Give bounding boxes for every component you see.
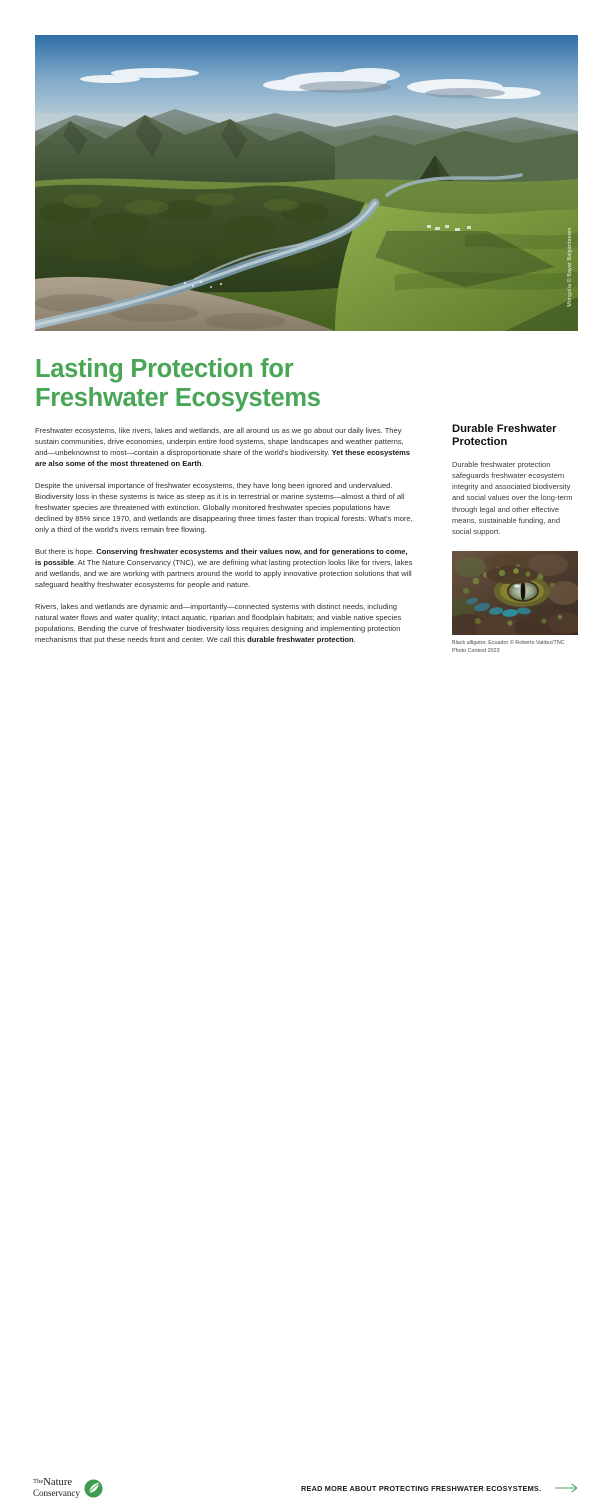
sidebar-photo-caption: Black alligator, Ecuador © Roberto Valdez/TNC Photo Contest 2023	[452, 640, 565, 654]
paragraph-emphasis: Conserving freshwater ecosystems and their values now, and for generations to come, is possible	[35, 546, 408, 567]
paragraph-emphasis: Yet these ecosystems are also some of the most threatened on Earth	[35, 448, 411, 469]
hero-photo-credit-text: Mongolia © Bayar Balgantseren	[567, 227, 573, 307]
paragraph-text: But there is hope.	[35, 546, 97, 556]
paragraph-emphasis: durable freshwater protection	[247, 635, 354, 644]
paragraph-tail: . At The Nature Conservancy (TNC), we are defining what lasting protection looks like for rivers, lakes and wetlands, and we are working with partners around the world to apply innovative protection solutions that will safeguard healthy freshwater ecosystems for people and nature.	[35, 557, 413, 590]
paragraph-tail: .	[353, 635, 356, 644]
body-paragraph	[35, 480, 413, 535]
tnc-logo-line-1	[33, 1478, 80, 1489]
sidebar-body-text: Durable freshwater protection safeguards freshwater ecosystem integrity and associated biodiversity and social values over the long-term through legal and other effective means, sustainable funding, and social support.	[452, 459, 573, 537]
paragraph-tail: .	[201, 459, 204, 469]
sidebar-definition-panel	[452, 423, 578, 655]
hero-illustration	[35, 35, 578, 331]
tnc-logo-wordmark	[33, 1478, 80, 1498]
hero-photo-credit	[565, 207, 575, 327]
paragraph-text: Rivers, lakes and wetlands are dynamic and—importantly—connected systems with distinct needs, including natural water flows and water quality; intact aquatic, riparian and floodplain habitats; and viable native species populations. Bending the curve of freshwater biodiversity loss requires designing and implementing protection mechanisms that put these needs front and center. We call this	[35, 601, 402, 644]
leaf-circle-icon	[84, 1479, 103, 1498]
page-title-line-2: Freshwater Ecosystems	[35, 383, 321, 412]
body-paragraph	[35, 546, 413, 590]
footer-cta-label: READ MORE ABOUT PROTECTING FRESHWATER ECOSYSTEMS.	[301, 1483, 542, 1493]
paragraph-text: Despite the universal importance of freshwater ecosystems, they have long been ignored and undervalued. Biodiversity loss in these systems is twice as steep as it is in terrestrial or marine systems—almost a third of all freshwater species are threatened with extinction. Globally monitored freshwater species populations have declined by 85% since 1970, and wetlands are disappearing three times faster than tropical forests. What's more, only a third of the world's rivers remain free flowing.	[35, 480, 413, 535]
tnc-logo-nature: Nature	[43, 1477, 73, 1488]
sidebar-photo	[452, 551, 578, 635]
arrow-right-icon[interactable]	[554, 1483, 580, 1493]
body-paragraph	[35, 425, 413, 469]
paragraph-text: Freshwater ecosystems, like rivers, lakes and wetlands, are all around us as we go about our daily lives. They sustain communities, drive economies, underpin entire food systems, shape landscapes and weather patterns, and—unbeknownst to most—contain a disproportionate share of the world's biodiversity.	[35, 426, 404, 458]
footer-cta[interactable]	[301, 1483, 580, 1493]
tnc-logo-the: The	[33, 1478, 44, 1485]
page-title	[35, 355, 395, 412]
tnc-logo[interactable]	[33, 1478, 103, 1498]
page-title-line-1: Lasting Protection for	[35, 355, 294, 383]
main-article-column	[35, 425, 413, 656]
hero-image-block	[35, 35, 578, 331]
sidebar-heading: Durable Freshwater Protection	[452, 423, 557, 449]
tnc-logo-line-2: Conservancy	[33, 1487, 80, 1498]
body-paragraph	[35, 601, 413, 645]
alligator-eye-illustration	[452, 551, 578, 635]
hero-image	[35, 35, 578, 331]
page-footer	[0, 733, 612, 1498]
